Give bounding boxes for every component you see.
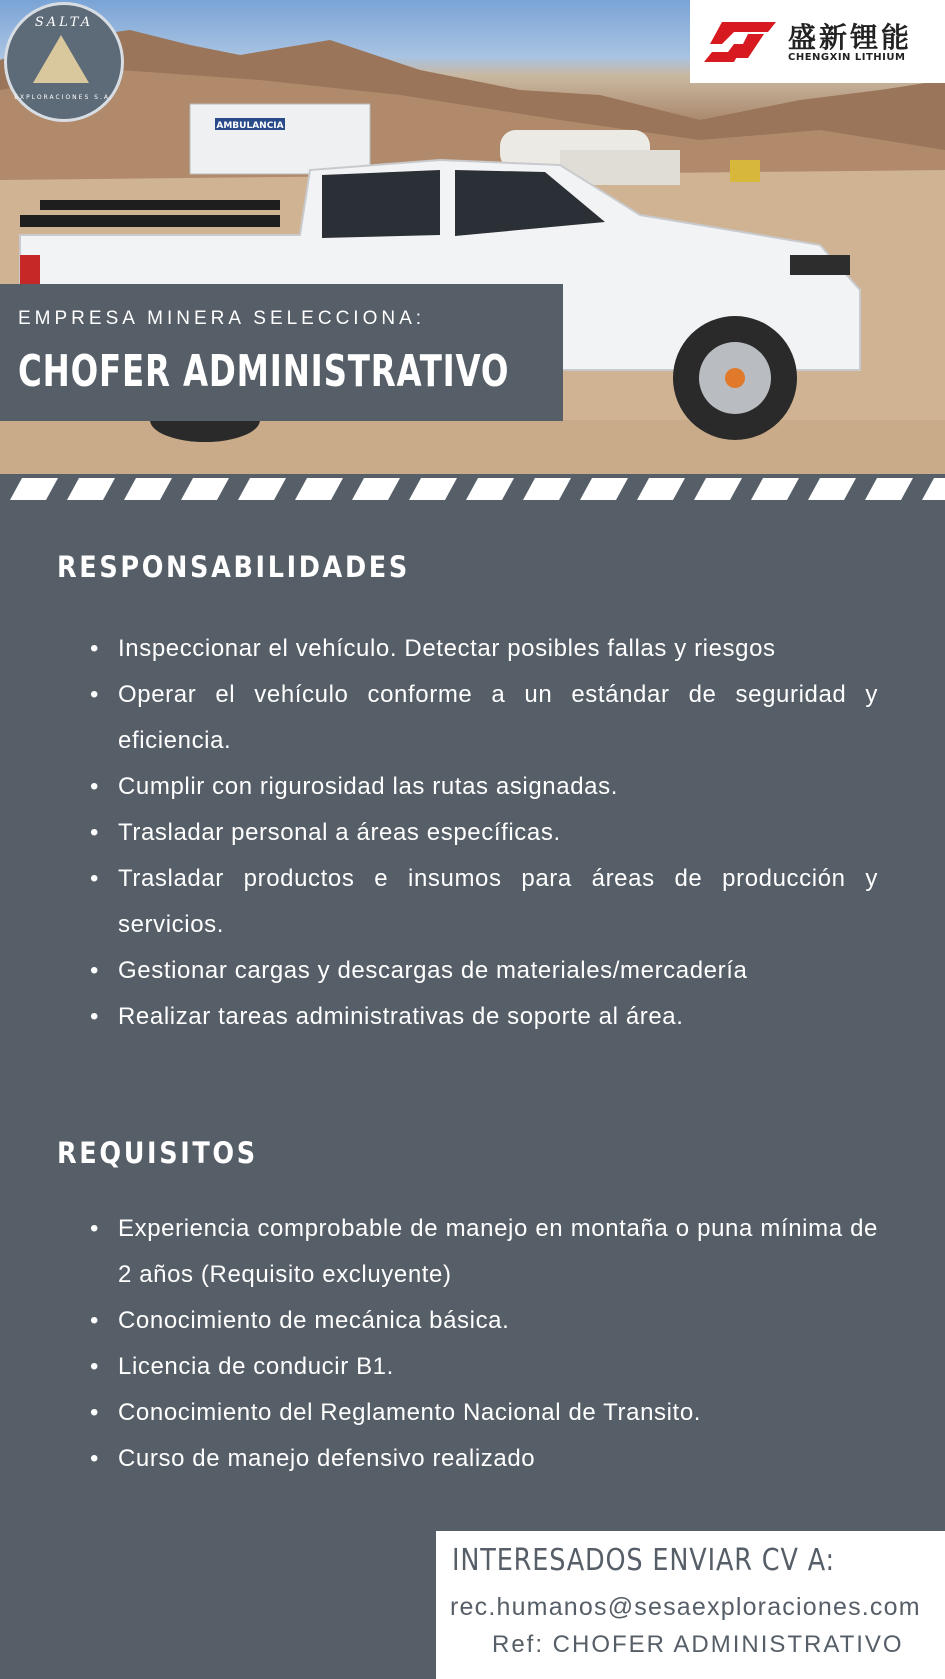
ambulance-label: AMBULANCIA — [216, 121, 284, 131]
logo-left-bottom-text: EXPLORACIONES S.A. — [14, 94, 114, 101]
hero-photo — [0, 0, 945, 474]
contact-reference: Ref: CHOFER ADMINISTRATIVO — [492, 1631, 904, 1658]
hazard-stripes-divider — [0, 474, 945, 504]
job-title-box — [0, 284, 563, 421]
chengxin-mark-icon — [704, 22, 776, 62]
logo-right-english-text: CHENGXIN LITHIUM — [788, 52, 906, 63]
logo-left-top-text: SALTA — [34, 15, 94, 30]
list-item: • Conocimiento del Reglamento Nacional de Transito. — [86, 1390, 878, 1436]
list-item: • Trasladar productos e insumos para áreas de producción y servicios. — [86, 856, 878, 948]
contact-email[interactable]: rec.humanos@sesaexploraciones.com — [450, 1593, 921, 1621]
mountain-icon — [33, 35, 89, 83]
list-item: • Realizar tareas administrativas de soporte al área. — [86, 994, 878, 1040]
list-item: • Inspeccionar el vehículo. Detectar posibles fallas y riesgos — [86, 626, 878, 672]
list-item: • Experiencia comprobable de manejo en montaña o puna mínima de 2 años (Requisito excluyente) — [86, 1206, 878, 1298]
company-kicker: EMPRESA MINERA SELECCIONA: — [18, 308, 426, 329]
list-item: • Conocimiento de mecánica básica. — [86, 1298, 878, 1344]
chengxin-lithium-logo — [690, 0, 945, 83]
requisitos-heading: REQUISITOS — [57, 1136, 258, 1170]
salta-exploraciones-logo — [4, 2, 124, 122]
list-item: • Operar el vehículo conforme a un estándar de seguridad y eficiencia. — [86, 672, 878, 764]
responsabilidades-list — [86, 626, 878, 1040]
logo-right-chinese-text: 盛新锂能 — [788, 21, 913, 54]
contact-heading: INTERESADOS ENVIAR CV A: — [452, 1543, 835, 1578]
list-item: • Cumplir con rigurosidad las rutas asignadas. — [86, 764, 878, 810]
responsabilidades-heading: RESPONSABILIDADES — [57, 550, 410, 584]
list-item: • Curso de manejo defensivo realizado — [86, 1436, 878, 1482]
requisitos-list — [86, 1206, 878, 1482]
list-item: • Licencia de conducir B1. — [86, 1344, 878, 1390]
list-item: • Gestionar cargas y descargas de materiales/mercadería — [86, 948, 878, 994]
contact-box — [436, 1531, 945, 1679]
job-title: CHOFER ADMINISTRATIVO — [18, 346, 510, 397]
list-item: • Trasladar personal a áreas específicas. — [86, 810, 878, 856]
